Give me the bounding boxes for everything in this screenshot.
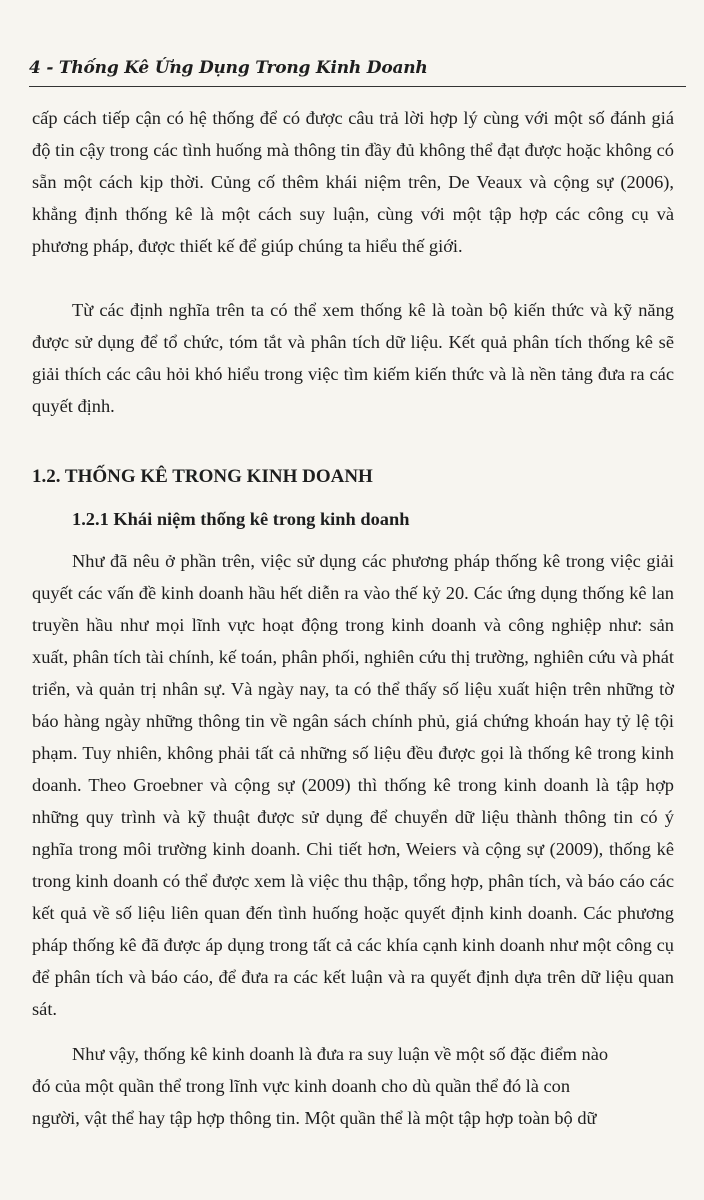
paragraph-4-line-3: người, vật thể hay tập hợp thông tin. Một quần thể là một tập hợp toàn bộ dữ [32,1108,597,1128]
subsection-heading: 1.2.1 Khái niệm thống kê trong kinh doanh [72,509,410,529]
section-heading: 1.2. THỐNG KÊ TRONG KINH DOANH [32,466,373,487]
paragraph-4-line-1: Như vậy, thống kê kinh doanh là đưa ra suy luận về một số đặc điểm nào [72,1044,609,1064]
header-rule [29,86,686,87]
paragraph-3: Như đã nêu ở phần trên, việc sử dụng các phương pháp thống kê trong việc giải quyết các vấn đề kinh doanh hầu hết diễn ra vào thế kỷ 20. Các ứng dụng thống kê lan truyền hầu như mọi lĩnh vực hoạt động trong kinh doanh và công nghiệp như: sản xuất, phân tích tài chính, kế toán, phân phối, nghiên cứu thị trường, nghiên cứu và phát triển, và quản trị nhân sự. Và ngày nay, ta có thể thấy số liệu xuất hiện trên những tờ báo hàng ngày những thông tin về ngân sách chính phủ, giá chứng khoán hay tỷ lệ tội phạm. Tuy nhiên, không phải tất cả những số liệu đều được gọi là thống kê trong kinh doanh. Theo Groebner và cộng sự (2009) thì thống kê trong kinh doanh là tập hợp những quy trình và kỹ thuật được sử dụng để chuyển dữ liệu thành thông tin có ý nghĩa trong môi trường kinh doanh. Chi tiết hơn, Weiers và cộng sự (2009), thống kê trong kinh doanh có thể được xem là việc thu thập, tổng hợp, phân tích, và báo cáo các kết quả về số liệu liên quan đến tình huống hoặc quyết định kinh doanh. Các phương pháp thống kê đã được áp dụng trong tất cả các khía cạnh kinh doanh như một công cụ để phân tích và báo cáo, để đưa ra các kết luận và ra quyết định dựa trên dữ liệu quan sát. [32,551,674,1019]
paragraph-1: cấp cách tiếp cận có hệ thống để có được câu trả lời hợp lý cùng với một số đánh giá độ tin cậy trong các tình huống mà thông tin đầy đủ không thể đạt được hoặc không có sẵn một cách kịp thời. Củng cố thêm khái niệm trên, De Veaux và cộng sự (2006), khẳng định thống kê là một cách suy luận, cùng với một tập hợp các công cụ và phương pháp, được thiết kế để giúp chúng ta hiểu thế giới. [32,108,674,256]
paragraph-4-line-2: đó của một quần thể trong lĩnh vực kinh doanh cho dù quần thể đó là con [32,1076,571,1096]
running-header: 4 - Thống Kê Ứng Dụng Trong Kinh Doanh [29,58,428,78]
paragraph-2: Từ các định nghĩa trên ta có thể xem thống kê là toàn bộ kiến thức và kỹ năng được sử dụng để tổ chức, tóm tắt và phân tích dữ liệu. Kết quả phân tích thống kê sẽ giải thích các câu hỏi khó hiểu trong việc tìm kiếm kiến thức và là nền tảng đưa ra các quyết định. [32,300,674,416]
